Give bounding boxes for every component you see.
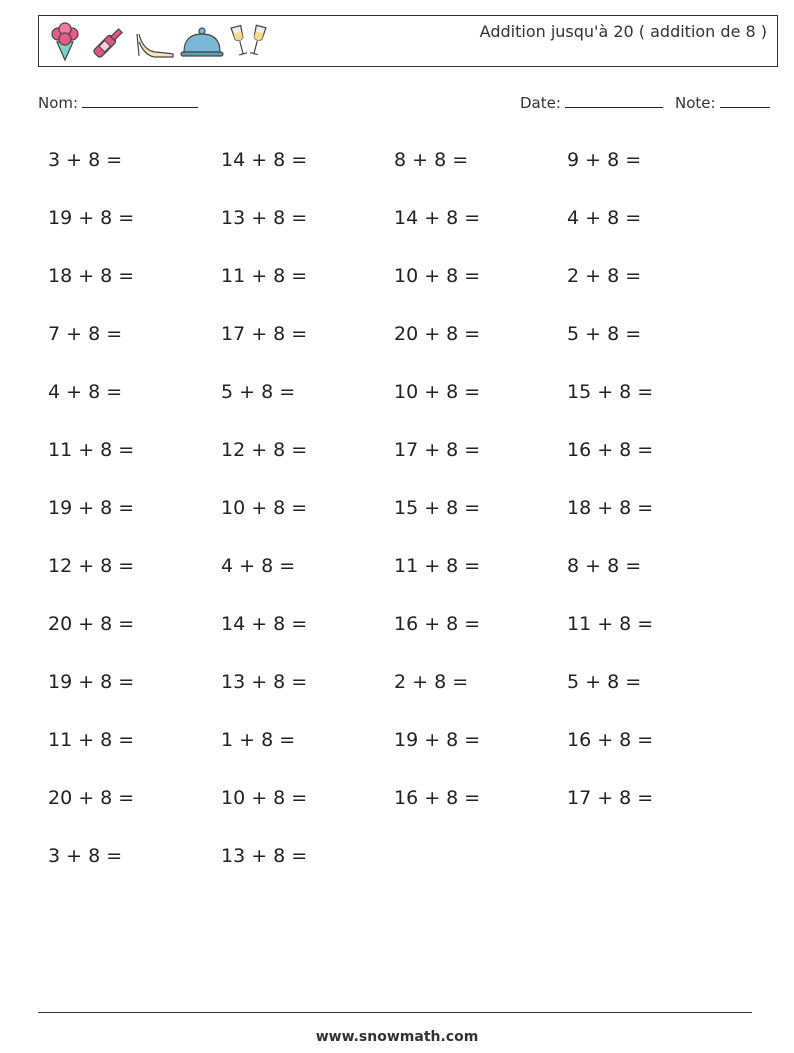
problem-item: 12 + 8 =: [48, 555, 135, 577]
high-heel-shoe-icon: [133, 20, 177, 64]
problem-item: 11 + 8 =: [48, 729, 135, 751]
problem-item: 1 + 8 =: [221, 729, 296, 751]
problem-item: 16 + 8 =: [567, 439, 654, 461]
score-label: Note:: [675, 94, 716, 112]
date-line[interactable]: [565, 93, 663, 108]
name-line[interactable]: [82, 93, 198, 108]
problem-item: 13 + 8 =: [221, 845, 308, 867]
problem-item: 16 + 8 =: [394, 787, 481, 809]
problem-item: 20 + 8 =: [48, 787, 135, 809]
problem-item: 12 + 8 =: [221, 439, 308, 461]
champagne-glasses-icon: [227, 20, 271, 64]
score-field[interactable]: [675, 93, 770, 112]
problem-item: 15 + 8 =: [394, 497, 481, 519]
problem-item: 5 + 8 =: [221, 381, 296, 403]
problem-item: 8 + 8 =: [567, 555, 642, 577]
problem-item: 14 + 8 =: [221, 149, 308, 171]
date-label: Date:: [520, 94, 561, 112]
name-label: Nom:: [38, 94, 79, 112]
problem-item: 5 + 8 =: [567, 323, 642, 345]
problem-item: 11 + 8 =: [221, 265, 308, 287]
problem-item: 13 + 8 =: [221, 207, 308, 229]
problem-item: 7 + 8 =: [48, 323, 123, 345]
food-cloche-icon: [179, 20, 225, 64]
problem-item: 16 + 8 =: [394, 613, 481, 635]
problem-item: 4 + 8 =: [48, 381, 123, 403]
footer-rule: [38, 1012, 752, 1013]
name-field[interactable]: [38, 93, 198, 112]
date-field[interactable]: [520, 93, 663, 112]
footer-url: www.snowmath.com: [315, 1029, 479, 1045]
icon-strip: [45, 20, 271, 64]
score-line[interactable]: [720, 93, 770, 108]
problem-item: 10 + 8 =: [394, 265, 481, 287]
problem-item: 10 + 8 =: [394, 381, 481, 403]
champagne-bottle-icon: [87, 20, 131, 64]
problem-item: 17 + 8 =: [394, 439, 481, 461]
problem-item: 10 + 8 =: [221, 787, 308, 809]
worksheet-title: Addition jusqu'à 20 ( addition de 8 ): [479, 22, 767, 41]
problem-item: 20 + 8 =: [48, 613, 135, 635]
header-box: [38, 15, 778, 67]
problem-item: 11 + 8 =: [394, 555, 481, 577]
problem-item: 9 + 8 =: [567, 149, 642, 171]
problem-item: 18 + 8 =: [48, 265, 135, 287]
problem-item: 8 + 8 =: [394, 149, 469, 171]
problem-item: 13 + 8 =: [221, 671, 308, 693]
problem-item: 14 + 8 =: [394, 207, 481, 229]
problem-item: 4 + 8 =: [567, 207, 642, 229]
problem-item: 10 + 8 =: [221, 497, 308, 519]
flower-bouquet-icon: [45, 20, 85, 64]
problem-item: 17 + 8 =: [221, 323, 308, 345]
problem-item: 4 + 8 =: [221, 555, 296, 577]
problem-item: 15 + 8 =: [567, 381, 654, 403]
problem-item: 17 + 8 =: [567, 787, 654, 809]
problem-item: 19 + 8 =: [48, 207, 135, 229]
problem-item: 14 + 8 =: [221, 613, 308, 635]
problem-item: 2 + 8 =: [567, 265, 642, 287]
problem-item: 19 + 8 =: [48, 497, 135, 519]
problem-item: 20 + 8 =: [394, 323, 481, 345]
problem-item: 11 + 8 =: [567, 613, 654, 635]
problem-item: 5 + 8 =: [567, 671, 642, 693]
problem-item: 18 + 8 =: [567, 497, 654, 519]
problem-item: 19 + 8 =: [394, 729, 481, 751]
problem-item: 3 + 8 =: [48, 845, 123, 867]
problem-item: 11 + 8 =: [48, 439, 135, 461]
problem-item: 2 + 8 =: [394, 671, 469, 693]
problem-item: 16 + 8 =: [567, 729, 654, 751]
problem-item: 19 + 8 =: [48, 671, 135, 693]
problem-item: 3 + 8 =: [48, 149, 123, 171]
